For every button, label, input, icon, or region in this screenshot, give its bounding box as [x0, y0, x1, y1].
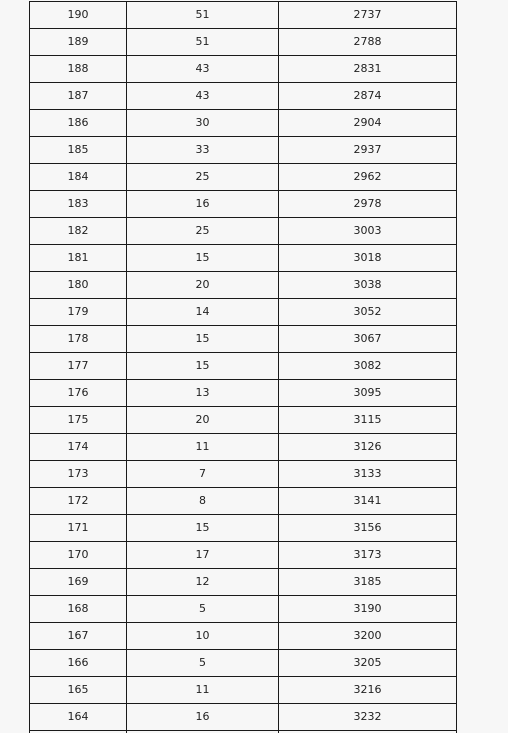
table-row — [30, 191, 457, 218]
score-table — [29, 1, 457, 733]
table-row — [30, 569, 457, 596]
table-row — [30, 245, 457, 272]
table-row — [30, 623, 457, 650]
table-row — [30, 434, 457, 461]
score-cell: 177 — [30, 353, 127, 380]
score-cell: 168 — [30, 596, 127, 623]
score-cell: 165 — [30, 677, 127, 704]
cumulative-cell: 3082 — [279, 353, 457, 380]
count-cell: 10 — [127, 623, 279, 650]
cumulative-cell: 3003 — [279, 218, 457, 245]
table-row — [30, 380, 457, 407]
score-cell: 174 — [30, 434, 127, 461]
table-row — [30, 29, 457, 56]
score-cell: 169 — [30, 569, 127, 596]
count-cell: 51 — [127, 29, 279, 56]
count-cell: 8 — [127, 488, 279, 515]
cumulative-cell: 3115 — [279, 407, 457, 434]
score-cell: 181 — [30, 245, 127, 272]
cumulative-cell: 2831 — [279, 56, 457, 83]
table-row — [30, 56, 457, 83]
table-row — [30, 272, 457, 299]
table-row — [30, 704, 457, 731]
cumulative-cell: 2874 — [279, 83, 457, 110]
score-cell: 178 — [30, 326, 127, 353]
cumulative-cell: 3038 — [279, 272, 457, 299]
count-cell: 51 — [127, 2, 279, 29]
table-row — [30, 677, 457, 704]
cumulative-cell: 3216 — [279, 677, 457, 704]
score-cell: 189 — [30, 29, 127, 56]
score-cell: 184 — [30, 164, 127, 191]
cumulative-cell: 2962 — [279, 164, 457, 191]
score-cell: 187 — [30, 83, 127, 110]
count-cell: 15 — [127, 326, 279, 353]
score-cell: 173 — [30, 461, 127, 488]
count-cell: 7 — [127, 461, 279, 488]
count-cell: 16 — [127, 191, 279, 218]
count-cell: 5 — [127, 596, 279, 623]
table-row — [30, 596, 457, 623]
cumulative-cell: 2904 — [279, 110, 457, 137]
cumulative-cell: 3173 — [279, 542, 457, 569]
table-row — [30, 2, 457, 29]
score-cell: 164 — [30, 704, 127, 731]
table-row — [30, 488, 457, 515]
count-cell: 43 — [127, 83, 279, 110]
count-cell: 15 — [127, 353, 279, 380]
score-cell: 186 — [30, 110, 127, 137]
cumulative-cell: 2937 — [279, 137, 457, 164]
count-cell: 30 — [127, 110, 279, 137]
table-row — [30, 461, 457, 488]
table-row — [30, 110, 457, 137]
cumulative-cell: 3133 — [279, 461, 457, 488]
count-cell: 5 — [127, 650, 279, 677]
score-cell: 175 — [30, 407, 127, 434]
table-row — [30, 218, 457, 245]
cumulative-cell: 3052 — [279, 299, 457, 326]
score-cell: 185 — [30, 137, 127, 164]
count-cell: 20 — [127, 407, 279, 434]
count-cell: 11 — [127, 434, 279, 461]
score-cell: 183 — [30, 191, 127, 218]
score-cell: 167 — [30, 623, 127, 650]
score-cell: 188 — [30, 56, 127, 83]
count-cell: 25 — [127, 164, 279, 191]
count-cell: 16 — [127, 704, 279, 731]
count-cell: 12 — [127, 569, 279, 596]
count-cell: 15 — [127, 245, 279, 272]
table-row — [30, 83, 457, 110]
count-cell: 33 — [127, 137, 279, 164]
cumulative-cell: 3232 — [279, 704, 457, 731]
score-cell: 179 — [30, 299, 127, 326]
count-cell: 15 — [127, 515, 279, 542]
score-cell: 171 — [30, 515, 127, 542]
table-row — [30, 407, 457, 434]
cumulative-cell: 3190 — [279, 596, 457, 623]
table-row — [30, 326, 457, 353]
table-body — [30, 2, 457, 733]
cumulative-cell: 3126 — [279, 434, 457, 461]
score-cell: 180 — [30, 272, 127, 299]
count-cell: 11 — [127, 677, 279, 704]
cumulative-cell: 3095 — [279, 380, 457, 407]
score-cell: 190 — [30, 2, 127, 29]
cumulative-cell: 3141 — [279, 488, 457, 515]
table-row — [30, 299, 457, 326]
score-cell: 182 — [30, 218, 127, 245]
cumulative-cell: 2978 — [279, 191, 457, 218]
score-cell: 172 — [30, 488, 127, 515]
cumulative-cell: 3156 — [279, 515, 457, 542]
table-row — [30, 164, 457, 191]
table-row — [30, 542, 457, 569]
table-row — [30, 353, 457, 380]
cumulative-cell: 3185 — [279, 569, 457, 596]
count-cell: 25 — [127, 218, 279, 245]
count-cell: 17 — [127, 542, 279, 569]
table-row — [30, 137, 457, 164]
count-cell: 14 — [127, 299, 279, 326]
cumulative-cell: 3200 — [279, 623, 457, 650]
score-cell: 166 — [30, 650, 127, 677]
count-cell: 20 — [127, 272, 279, 299]
cumulative-cell: 3205 — [279, 650, 457, 677]
cumulative-cell: 3067 — [279, 326, 457, 353]
cumulative-cell: 2737 — [279, 2, 457, 29]
cumulative-cell: 3018 — [279, 245, 457, 272]
table-row — [30, 650, 457, 677]
count-cell: 43 — [127, 56, 279, 83]
score-cell: 170 — [30, 542, 127, 569]
table-row — [30, 515, 457, 542]
cumulative-cell: 2788 — [279, 29, 457, 56]
count-cell: 13 — [127, 380, 279, 407]
score-cell: 176 — [30, 380, 127, 407]
